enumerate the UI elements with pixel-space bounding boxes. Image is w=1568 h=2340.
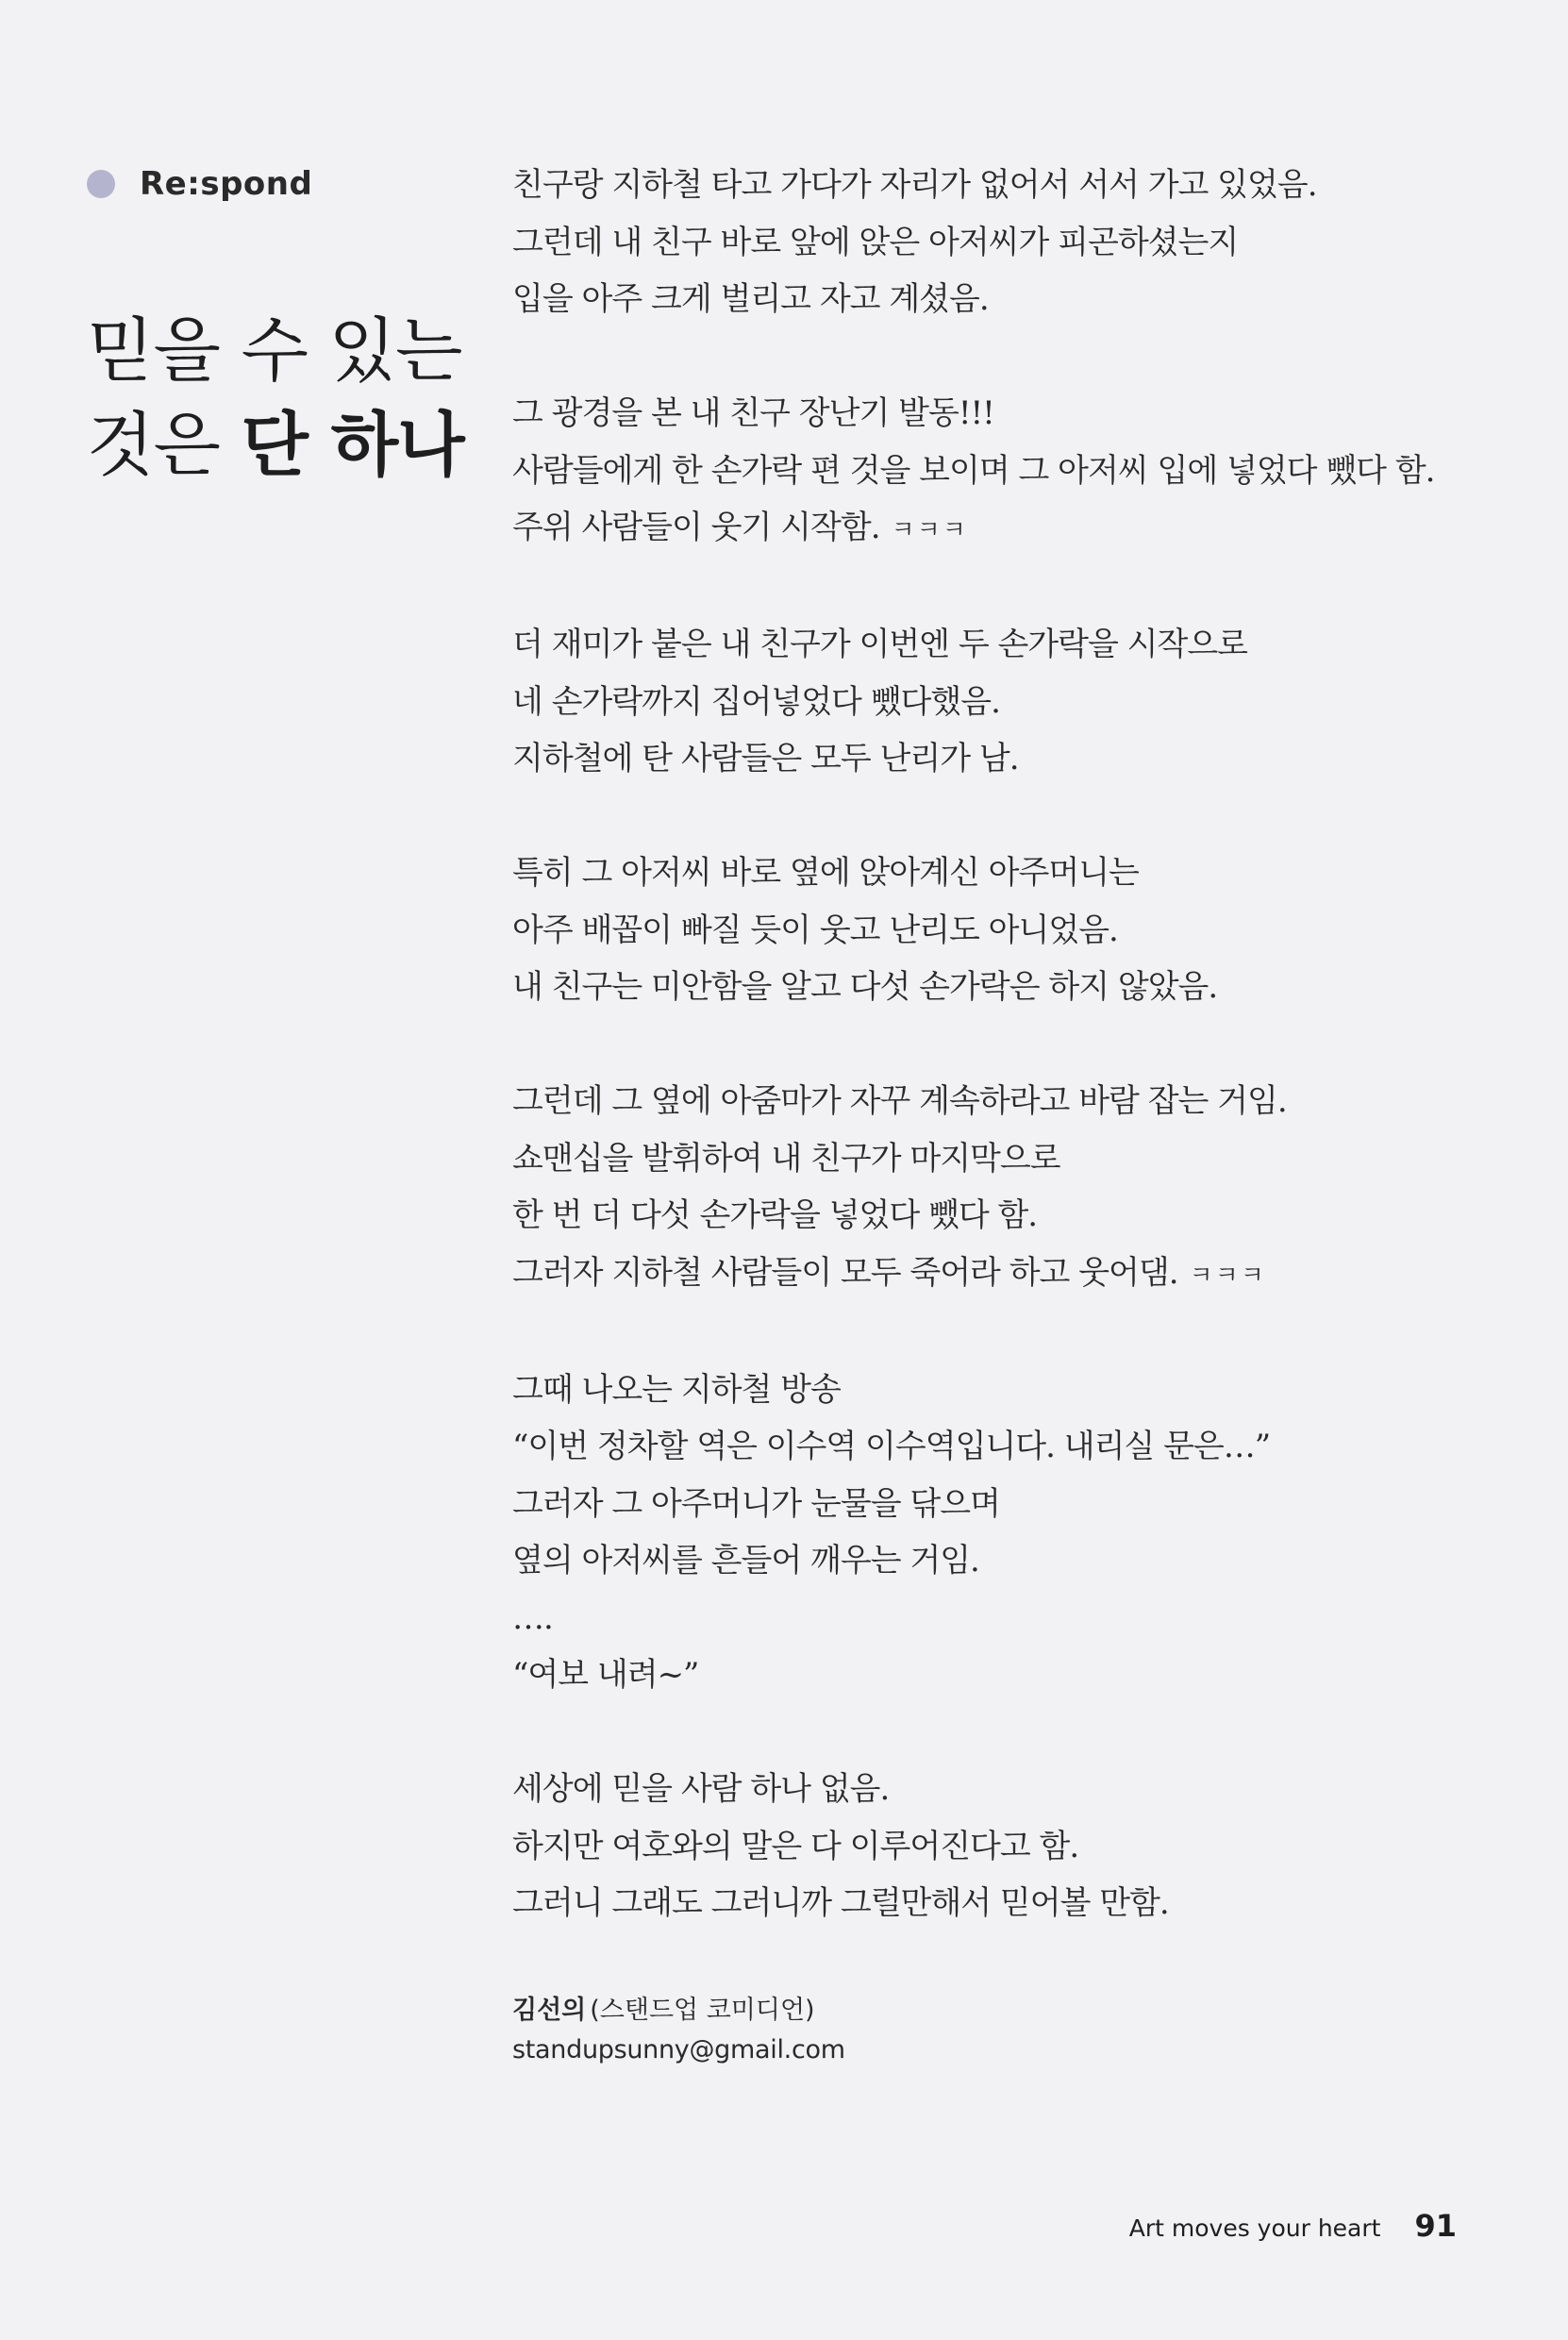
body-line: 지하철에 탄 사람들은 모두 난리가 남. — [512, 740, 1019, 777]
footer-tagline: Art moves your heart — [1128, 2215, 1381, 2242]
paragraph-2 — [512, 385, 1512, 560]
body-line — [512, 1245, 1512, 1305]
body-line: 그러니 그래도 그러니까 그럴만해서 믿어볼 만함. — [512, 1884, 1169, 1922]
article-body — [512, 157, 1512, 1932]
body-line — [512, 499, 1512, 560]
title-line-1: 믿을 수 있는 — [87, 309, 462, 392]
author-info — [512, 1991, 845, 2070]
body-line: 더 재미가 붙은 내 친구가 이번엔 두 손가락을 시작으로 — [512, 626, 1248, 663]
page-number: 91 — [1414, 2208, 1457, 2244]
body-line: 내 친구는 미안함을 알고 다섯 손가락은 하지 않았음. — [512, 968, 1218, 1006]
body-line: 사람들에게 한 손가락 편 것을 보이며 그 아저씨 입에 넣었다 뺐다 함. — [512, 451, 1435, 490]
body-line: 네 손가락까지 집어넣었다 뺐다했음. — [512, 682, 1000, 721]
laugh-text: ㅋㅋㅋ — [1189, 1261, 1266, 1290]
body-line: 아주 배꼽이 빠질 듯이 웃고 난리도 아니었음. — [512, 911, 1118, 949]
body-line: 옆의 아저씨를 흔들어 깨우는 거임. — [512, 1542, 979, 1580]
body-line: 그때 나오는 지하철 방송 — [512, 1370, 841, 1409]
author-name: 김선의 — [512, 1996, 587, 2025]
body-line: 친구랑 지하철 타고 가다가 자리가 없어서 서서 가고 있었음. — [512, 166, 1317, 204]
body-line: 하지만 여호와의 말은 다 이루어진다고 함. — [512, 1827, 1079, 1865]
section-label-text: Re:spond — [140, 165, 313, 203]
body-line: 쇼맨십을 발휘하여 내 친구가 마지막으로 — [512, 1139, 1060, 1178]
body-line: “이번 정차할 역은 이수역 이수역입니다. 내리실 문은…” — [512, 1428, 1271, 1465]
body-line: …. — [512, 1598, 553, 1637]
paragraph-1 — [512, 157, 1512, 328]
title-line-2-bold: 단 하나 — [241, 404, 464, 486]
author-email: standupsunny@gmail.com — [512, 2035, 845, 2064]
title-line-2-normal: 것은 — [87, 404, 220, 486]
paragraph-4 — [512, 844, 1512, 1016]
body-line: 세상에 믿을 사람 하나 없음. — [512, 1770, 890, 1808]
body-line: “여보 내려~” — [512, 1656, 699, 1694]
body-line: 그러자 그 아주머니가 눈물을 닦으며 — [512, 1484, 1000, 1523]
body-line: 입을 아주 크게 벌리고 자고 계셨음. — [512, 280, 989, 318]
body-line: 그런데 그 옆에 아줌마가 자꾸 계속하라고 바람 잡는 거임. — [512, 1082, 1287, 1120]
body-line: 특히 그 아저씨 바로 옆에 앉아계신 아주머니는 — [512, 854, 1139, 892]
body-line: 그런데 내 친구 바로 앞에 앉은 아저씨가 피곤하셨는지 — [512, 223, 1239, 261]
page-footer — [1129, 2208, 1457, 2244]
section-dot-icon — [87, 170, 115, 198]
paragraph-6 — [512, 1362, 1512, 1704]
paragraph-3 — [512, 616, 1512, 788]
article-title — [87, 304, 483, 493]
paragraph-7 — [512, 1761, 1512, 1932]
section-label — [87, 160, 312, 208]
body-line-text: 그러자 지하철 사람들이 모두 죽어라 하고 웃어댐. — [512, 1253, 1178, 1292]
laugh-text: ㅋㅋㅋ — [891, 516, 968, 544]
title-line-2 — [87, 398, 483, 493]
body-line: 그 광경을 본 내 친구 장난기 발동!!! — [512, 394, 994, 432]
body-line-text: 주위 사람들이 웃기 시작함. — [512, 509, 880, 546]
author-role: (스탠드업 코미디언) — [590, 1996, 815, 2025]
body-line: 한 번 더 다섯 손가락을 넣었다 뺐다 함. — [512, 1196, 1038, 1234]
paragraph-5 — [512, 1073, 1512, 1304]
